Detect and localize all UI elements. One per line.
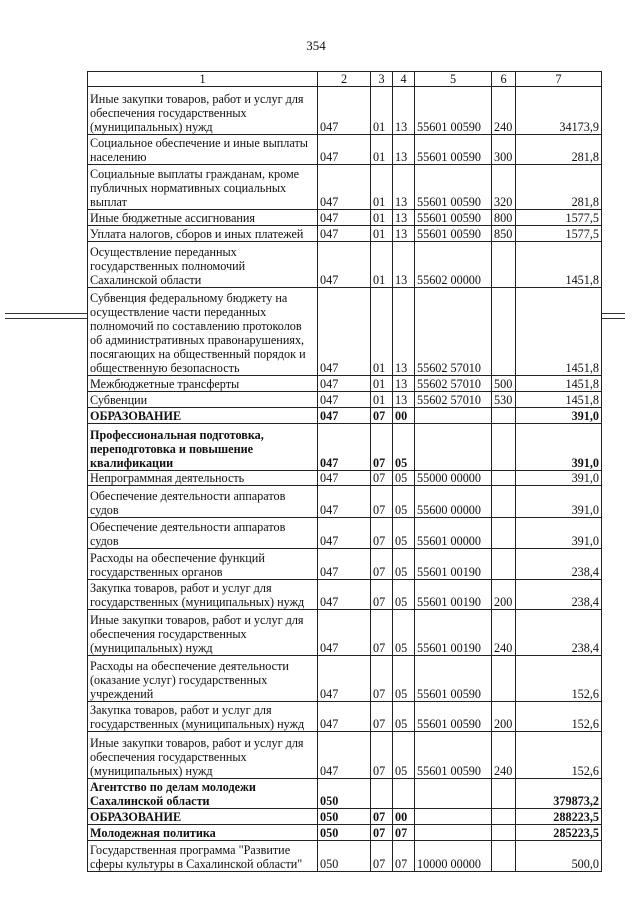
row-amount-cell: 238,4	[516, 549, 602, 580]
row-subsection-code-cell: 05	[393, 518, 415, 549]
row-subsection-code-cell: 13	[393, 376, 415, 392]
row-expense-type-cell	[492, 656, 516, 702]
row-section-code-cell: 07	[371, 549, 393, 580]
row-section-code-cell: 07	[371, 809, 393, 825]
row-target-article-cell: 55601 00590	[415, 135, 492, 165]
row-section-code-cell: 07	[371, 580, 393, 610]
row-target-article-cell: 10000 00000	[415, 841, 492, 872]
row-ministry-code-cell: 050	[318, 841, 371, 872]
row-section-code-cell: 07	[371, 732, 393, 779]
row-ministry-code-cell: 050	[318, 825, 371, 841]
row-name-cell: Социальные выплаты гражданам, кроме публичных нормативных социальных выплат	[88, 165, 318, 210]
row-target-article-cell: 55601 00590	[415, 702, 492, 732]
row-ministry-code-cell: 050	[318, 809, 371, 825]
row-ministry-code-cell: 047	[318, 376, 371, 392]
row-expense-type-cell	[492, 486, 516, 518]
row-ministry-code-cell: 047	[318, 580, 371, 610]
table-row	[88, 471, 602, 486]
row-expense-type-cell: 300	[492, 135, 516, 165]
row-target-article-cell: 55000 00000	[415, 471, 492, 486]
row-target-article-cell: 55601 00590	[415, 87, 492, 135]
table-row	[88, 376, 602, 392]
row-section-code-cell: 01	[371, 376, 393, 392]
row-amount-cell: 152,6	[516, 732, 602, 779]
row-amount-cell: 379873,2	[516, 779, 602, 809]
row-expense-type-cell: 240	[492, 732, 516, 779]
row-ministry-code-cell: 047	[318, 610, 371, 656]
table-row	[88, 702, 602, 732]
row-subsection-code-cell: 13	[393, 87, 415, 135]
row-subsection-code-cell: 05	[393, 580, 415, 610]
row-expense-type-cell: 240	[492, 87, 516, 135]
row-section-code-cell: 07	[371, 610, 393, 656]
row-name-cell: Обеспечение деятельности аппаратов судов	[88, 486, 318, 518]
row-target-article-cell	[415, 809, 492, 825]
row-name-cell: Иные бюджетные ассигнования	[88, 210, 318, 226]
row-target-article-cell: 55602 57010	[415, 376, 492, 392]
row-amount-cell: 285223,5	[516, 825, 602, 841]
row-expense-type-cell	[492, 549, 516, 580]
row-name-cell: Профессиональная подготовка, переподготовка и повышение квалификации	[88, 424, 318, 471]
row-target-article-cell: 55601 00590	[415, 732, 492, 779]
row-subsection-code-cell: 00	[393, 408, 415, 424]
row-subsection-code-cell: 05	[393, 656, 415, 702]
row-target-article-cell: 55602 57010	[415, 392, 492, 408]
row-target-article-cell: 55601 00000	[415, 518, 492, 549]
row-target-article-cell: 55601 00590	[415, 226, 492, 242]
row-expense-type-cell	[492, 408, 516, 424]
row-section-code-cell	[371, 779, 393, 809]
row-target-article-cell: 55600 00000	[415, 486, 492, 518]
row-name-cell: Иные закупки товаров, работ и услуг для обеспечения государственных (муниципальных) нужд	[88, 732, 318, 779]
row-name-cell: Межбюджетные трансферты	[88, 376, 318, 392]
row-section-code-cell: 01	[371, 226, 393, 242]
row-ministry-code-cell: 047	[318, 732, 371, 779]
row-section-code-cell: 07	[371, 825, 393, 841]
row-expense-type-cell	[492, 841, 516, 872]
row-name-cell: Агентство по делам молодежи Сахалинской области	[88, 779, 318, 809]
row-amount-cell: 281,8	[516, 165, 602, 210]
row-target-article-cell	[415, 408, 492, 424]
row-expense-type-cell: 200	[492, 580, 516, 610]
table-row	[88, 825, 602, 841]
row-amount-cell: 391,0	[516, 408, 602, 424]
row-target-article-cell	[415, 424, 492, 471]
row-subsection-code-cell: 05	[393, 702, 415, 732]
row-section-code-cell: 07	[371, 518, 393, 549]
row-ministry-code-cell: 050	[318, 779, 371, 809]
row-expense-type-cell	[492, 779, 516, 809]
row-expense-type-cell: 530	[492, 392, 516, 408]
table-row	[88, 549, 602, 580]
row-name-cell: Субвенции	[88, 392, 318, 408]
row-ministry-code-cell: 047	[318, 135, 371, 165]
scan-artifact-line-left-2	[5, 318, 87, 319]
scan-artifact-line-right-2	[601, 318, 625, 319]
row-ministry-code-cell: 047	[318, 408, 371, 424]
row-name-cell: Закупка товаров, работ и услуг для государственных (муниципальных) нужд	[88, 702, 318, 732]
row-amount-cell: 238,4	[516, 580, 602, 610]
row-expense-type-cell	[492, 825, 516, 841]
row-ministry-code-cell: 047	[318, 87, 371, 135]
row-target-article-cell	[415, 779, 492, 809]
row-target-article-cell	[415, 825, 492, 841]
row-name-cell: Закупка товаров, работ и услуг для государственных (муниципальных) нужд	[88, 580, 318, 610]
header-col-2: 2	[318, 72, 371, 87]
row-amount-cell: 1451,8	[516, 288, 602, 376]
row-ministry-code-cell: 047	[318, 656, 371, 702]
row-ministry-code-cell: 047	[318, 424, 371, 471]
row-ministry-code-cell: 047	[318, 486, 371, 518]
scan-artifact-line-left	[5, 313, 87, 314]
table-row	[88, 87, 602, 135]
row-subsection-code-cell: 07	[393, 841, 415, 872]
row-ministry-code-cell: 047	[318, 165, 371, 210]
header-col-5: 5	[415, 72, 492, 87]
budget-table	[87, 71, 602, 872]
row-ministry-code-cell: 047	[318, 288, 371, 376]
row-amount-cell: 152,6	[516, 656, 602, 702]
row-expense-type-cell: 850	[492, 226, 516, 242]
table-row	[88, 841, 602, 872]
row-amount-cell: 288223,5	[516, 809, 602, 825]
row-name-cell: Государственная программа "Развитие сферы культуры в Сахалинской области"	[88, 841, 318, 872]
row-target-article-cell: 55601 00190	[415, 549, 492, 580]
table-row	[88, 226, 602, 242]
row-target-article-cell: 55602 57010	[415, 288, 492, 376]
row-expense-type-cell	[492, 518, 516, 549]
row-subsection-code-cell: 13	[393, 242, 415, 288]
scan-artifact-line-right	[601, 313, 625, 314]
row-subsection-code-cell: 05	[393, 549, 415, 580]
row-target-article-cell: 55601 00190	[415, 610, 492, 656]
header-col-7: 7	[516, 72, 602, 87]
row-subsection-code-cell: 07	[393, 825, 415, 841]
row-subsection-code-cell: 13	[393, 226, 415, 242]
table-header	[88, 72, 602, 87]
table-row	[88, 210, 602, 226]
header-col-4: 4	[393, 72, 415, 87]
row-amount-cell: 1451,8	[516, 392, 602, 408]
row-section-code-cell: 01	[371, 135, 393, 165]
row-amount-cell: 391,0	[516, 486, 602, 518]
table-body	[88, 87, 602, 872]
row-name-cell: Обеспечение деятельности аппаратов судов	[88, 518, 318, 549]
row-name-cell: ОБРАЗОВАНИЕ	[88, 809, 318, 825]
row-amount-cell: 391,0	[516, 424, 602, 471]
header-col-1: 1	[88, 72, 318, 87]
row-amount-cell: 391,0	[516, 518, 602, 549]
row-expense-type-cell: 320	[492, 165, 516, 210]
row-subsection-code-cell: 05	[393, 732, 415, 779]
page-number: 354	[306, 38, 326, 53]
row-subsection-code-cell	[393, 779, 415, 809]
row-subsection-code-cell: 13	[393, 165, 415, 210]
row-expense-type-cell	[492, 424, 516, 471]
table-row	[88, 424, 602, 471]
table-row	[88, 779, 602, 809]
table-row	[88, 288, 602, 376]
header-col-3: 3	[371, 72, 393, 87]
row-name-cell: Непрограммная деятельность	[88, 471, 318, 486]
row-expense-type-cell: 200	[492, 702, 516, 732]
row-target-article-cell: 55601 00190	[415, 580, 492, 610]
row-amount-cell: 391,0	[516, 471, 602, 486]
row-ministry-code-cell: 047	[318, 242, 371, 288]
table-row	[88, 165, 602, 210]
row-subsection-code-cell: 05	[393, 424, 415, 471]
row-section-code-cell: 01	[371, 288, 393, 376]
row-subsection-code-cell: 13	[393, 288, 415, 376]
row-name-cell: Социальное обеспечение и иные выплаты населению	[88, 135, 318, 165]
table-row	[88, 486, 602, 518]
row-ministry-code-cell: 047	[318, 392, 371, 408]
table-row	[88, 732, 602, 779]
row-section-code-cell: 07	[371, 408, 393, 424]
row-subsection-code-cell: 05	[393, 486, 415, 518]
row-subsection-code-cell: 13	[393, 210, 415, 226]
row-amount-cell: 500,0	[516, 841, 602, 872]
row-amount-cell: 1451,8	[516, 376, 602, 392]
table-row	[88, 580, 602, 610]
row-amount-cell: 152,6	[516, 702, 602, 732]
row-amount-cell: 281,8	[516, 135, 602, 165]
row-name-cell: Иные закупки товаров, работ и услуг для обеспечения государственных (муниципальных) нужд	[88, 610, 318, 656]
row-subsection-code-cell: 05	[393, 610, 415, 656]
row-section-code-cell: 01	[371, 165, 393, 210]
row-subsection-code-cell: 13	[393, 135, 415, 165]
row-name-cell: Расходы на обеспечение функций государственных органов	[88, 549, 318, 580]
table-row	[88, 135, 602, 165]
row-ministry-code-cell: 047	[318, 549, 371, 580]
row-amount-cell: 1577,5	[516, 226, 602, 242]
row-expense-type-cell	[492, 288, 516, 376]
row-section-code-cell: 07	[371, 471, 393, 486]
row-name-cell: Иные закупки товаров, работ и услуг для обеспечения государственных (муниципальных) нужд	[88, 87, 318, 135]
row-ministry-code-cell: 047	[318, 226, 371, 242]
row-expense-type-cell: 800	[492, 210, 516, 226]
row-expense-type-cell: 500	[492, 376, 516, 392]
row-section-code-cell: 01	[371, 392, 393, 408]
row-name-cell: Субвенция федеральному бюджету на осуществление части переданных полномочий по составлению протоколов об административных правонарушениях, посягающих на общественный порядок и общественную безопасность	[88, 288, 318, 376]
row-name-cell: Осуществление переданных государственных полномочий Сахалинской области	[88, 242, 318, 288]
row-target-article-cell: 55602 00000	[415, 242, 492, 288]
table-row	[88, 809, 602, 825]
row-section-code-cell: 01	[371, 87, 393, 135]
row-amount-cell: 1451,8	[516, 242, 602, 288]
table-row	[88, 518, 602, 549]
row-ministry-code-cell: 047	[318, 210, 371, 226]
table-row	[88, 242, 602, 288]
row-target-article-cell: 55601 00590	[415, 210, 492, 226]
row-subsection-code-cell: 13	[393, 392, 415, 408]
row-subsection-code-cell: 00	[393, 809, 415, 825]
table-row	[88, 392, 602, 408]
row-section-code-cell: 07	[371, 656, 393, 702]
header-row	[88, 72, 602, 87]
row-ministry-code-cell: 047	[318, 518, 371, 549]
row-amount-cell: 34173,9	[516, 87, 602, 135]
row-ministry-code-cell: 047	[318, 702, 371, 732]
row-subsection-code-cell: 05	[393, 471, 415, 486]
row-section-code-cell: 07	[371, 841, 393, 872]
row-name-cell: Уплата налогов, сборов и иных платежей	[88, 226, 318, 242]
row-name-cell: Расходы на обеспечение деятельности (оказание услуг) государственных учреждений	[88, 656, 318, 702]
table-row	[88, 408, 602, 424]
row-target-article-cell: 55601 00590	[415, 656, 492, 702]
row-expense-type-cell: 240	[492, 610, 516, 656]
row-expense-type-cell	[492, 809, 516, 825]
table-row	[88, 656, 602, 702]
row-expense-type-cell	[492, 242, 516, 288]
row-section-code-cell: 01	[371, 242, 393, 288]
header-col-6: 6	[492, 72, 516, 87]
table-row	[88, 610, 602, 656]
row-expense-type-cell	[492, 471, 516, 486]
row-section-code-cell: 07	[371, 702, 393, 732]
row-ministry-code-cell: 047	[318, 471, 371, 486]
row-amount-cell: 1577,5	[516, 210, 602, 226]
row-name-cell: Молодежная политика	[88, 825, 318, 841]
row-section-code-cell: 01	[371, 210, 393, 226]
row-amount-cell: 238,4	[516, 610, 602, 656]
row-target-article-cell: 55601 00590	[415, 165, 492, 210]
row-section-code-cell: 07	[371, 424, 393, 471]
row-section-code-cell: 07	[371, 486, 393, 518]
row-name-cell: ОБРАЗОВАНИЕ	[88, 408, 318, 424]
